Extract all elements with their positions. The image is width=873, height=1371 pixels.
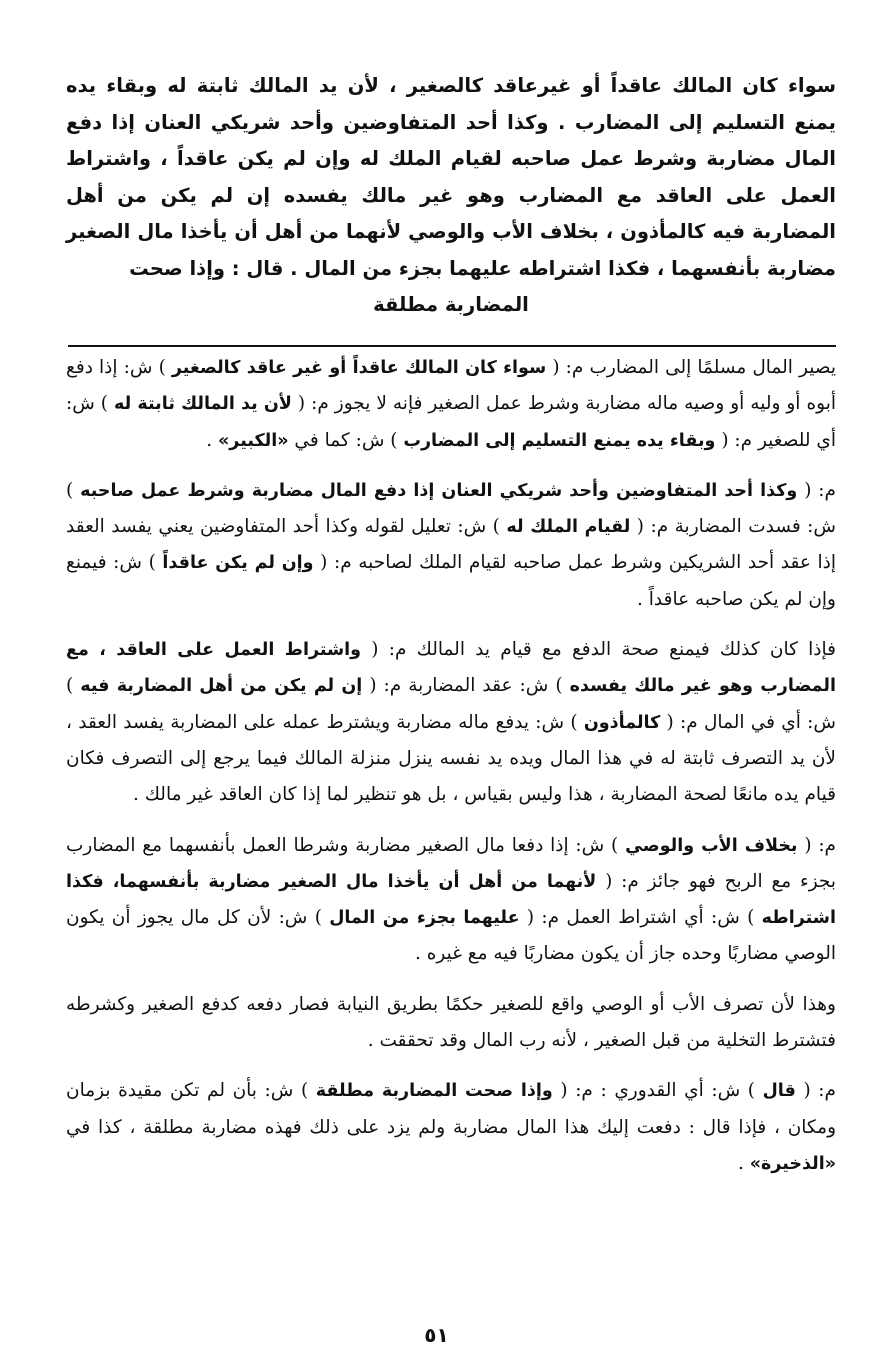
quoted-matn: وكذا أحد المتفاوضين وأحد شريكي العنان إذا دفع المال مضاربة وشرط عمل صاحبه — [80, 480, 798, 501]
quoted-matn: بخلاف الأب والوصي — [625, 835, 798, 856]
main-text-body: سواء كان المالك عاقداً أو غيرعاقد كالصغير ، لأن يد المالك ثابتة له وبقاء يده يمنع التسليم إلى المضارب . وكذا أحد المتفاوضين وأحد شريكي العنان إذا دفع المال مضاربة وشرط عمل صاحبه لقيام الملك له وإن لم يكن عاقداً ، واشتراط العمل على العاقد مع المضارب وهو غير مالك يفسده إن لم يكن من أهل المضاربة فيه كالمأذون ، بخلاف الأب والوصي لأنهما من أهل أن يأخذا مال الصغير مضاربة بأنفسهما ، فكذا اشتراطه عليهما بجزء من المال . قال : وإذا صحت — [66, 74, 836, 280]
quoted-matn: وبقاء يده يمنع التسليم إلى المضارب — [403, 430, 716, 451]
commentary-text: م: ( — [803, 1080, 836, 1102]
separator-rule — [68, 345, 836, 347]
commentary-paragraph — [66, 1073, 836, 1182]
quoted-matn: لقيام الملك له — [506, 517, 631, 538]
quoted-matn: كالمأذون — [583, 712, 661, 733]
commentary-paragraph — [66, 350, 836, 459]
commentary-text: م: ( — [804, 479, 836, 501]
commentary-paragraph — [66, 987, 836, 1060]
commentary-text: ) ش: عقد المضاربة م: ( — [369, 675, 563, 697]
commentary-text: فإذا كان كذلك فيمنع صحة الدفع مع قيام يد المالك م: ( — [371, 639, 836, 661]
book-reference: «الكبير» — [218, 430, 289, 451]
commentary-text: ) ش: كما في — [294, 429, 398, 451]
quoted-matn: لأنهما من أهل أن يأخذا مال الصغير مضاربة بأنفسهما، فكذا اشتراطه — [66, 871, 836, 929]
commentary-text: ) ش: بأن لم تكن مقيدة بزمان ومكان ، فإذا قال : دفعت إليك هذا المال مضاربة ولم يزد على ذلك فهذه مضاربة مطلقة ، كذا في — [66, 1080, 836, 1138]
commentary-text: ) ش: أي في المال م: ( — [66, 675, 836, 733]
commentary-text: م: ( — [804, 834, 837, 856]
quoted-matn: إن لم يكن من أهل المضاربة فيه — [80, 676, 363, 697]
commentary-text: ) ش: إذا دفعا مال الصغير مضاربة وشرطا العمل بأنفسهما مع المضارب بجزء مع الربح فهو جائز م: ( — [66, 834, 837, 892]
book-reference: «الذخيرة» — [749, 1153, 836, 1174]
main-text-last-line: المضاربة مطلقة — [373, 293, 529, 316]
page-number: ٥١ — [424, 1323, 449, 1347]
commentary-paragraph — [66, 632, 836, 813]
commentary-text: ) ش: أي للصغير م: ( — [66, 393, 836, 451]
quoted-matn: سواء كان المالك عاقداً أو غير عاقد كالصغير — [171, 358, 547, 378]
quoted-matn: عليهما بجزء من المال — [329, 908, 520, 929]
commentary — [66, 350, 836, 1196]
commentary-text: . — [206, 429, 213, 451]
commentary-paragraph — [66, 828, 836, 973]
quoted-matn: وإن لم يكن عاقداً — [162, 553, 314, 574]
commentary-text: . — [737, 1152, 744, 1174]
main-text — [66, 68, 836, 324]
commentary-text: ) ش: فيمنع وإن لم يكن صاحبه عاقداً . — [66, 552, 836, 610]
quoted-matn: واشتراط العمل على العاقد ، مع المضارب وهو غير مالك يفسده — [66, 640, 836, 697]
commentary-text: ) ش: إذا دفع أبوه أو وليه أو وصيه ماله مضاربة وشرط عمل الصغير فإنه لا يجوز م: ( — [66, 357, 836, 415]
commentary-text: ) ش: تعليل لقوله وكذا أحد المتفاوضين يعني يفسد العقد إذا عقد أحد الشريكين وشرط عمل صاحبه لقيام الملك لصاحبه م: ( — [66, 516, 836, 574]
commentary-text: ) ش: يدفع ماله مضاربة ويشترط عمله على المضاربة يفسد العقد ، لأن يد التصرف ثابتة له في هذا المال ويده يد نفسه ينزل منزلة المالك فيما يرجع إلى التصرف فكان قيام يده مانعًا لصحة المضاربة ، هذا وليس بقياس ، بل هو تنظير لما إذا كان العاقد غير مالك . — [66, 711, 836, 806]
commentary-text: ) ش: فسدت المضاربة م: ( — [66, 479, 836, 538]
commentary-text: وهذا لأن تصرف الأب أو الوصي واقع للصغير حكمًا بطريق النيابة فصار دفعه كدفع الصغير وكشرطه فتشترط التخلية من قبل الصغير ، لأنه رب المال وقد تحققت . — [66, 993, 836, 1052]
quoted-matn: قال — [762, 1081, 796, 1102]
commentary-paragraph — [66, 473, 836, 618]
commentary-text: ) ش: أي القدوري : م: ( — [560, 1080, 755, 1102]
commentary-text: ) ش: لأن كل مال يجوز أن يكون الوصي مضاربًا وحده جاز أن يكون مضاربًا فيه مع غيره . — [66, 907, 836, 965]
commentary-text: ) ش: أي اشتراط العمل م: ( — [526, 907, 755, 929]
commentary-text: يصير المال مسلمًا إلى المضارب م: ( — [552, 357, 836, 378]
quoted-matn: وإذا صحت المضاربة مطلقة — [315, 1081, 553, 1102]
quoted-matn: لأن يد المالك ثابتة له — [114, 394, 292, 415]
